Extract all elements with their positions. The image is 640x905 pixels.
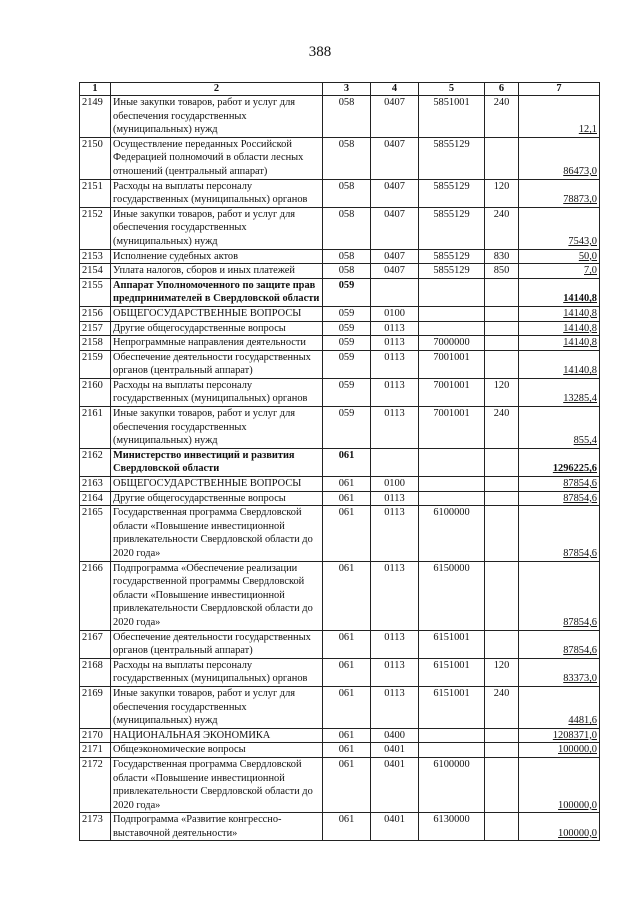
description-cell: Уплата налогов, сборов и иных платежей	[111, 264, 323, 279]
table-row	[80, 757, 600, 812]
administrator-code-cell: 059	[323, 278, 371, 306]
table-row	[80, 491, 600, 506]
row-number-cell: 2172	[80, 757, 111, 812]
expense-type-cell	[485, 491, 519, 506]
expense-type-cell: 240	[485, 207, 519, 249]
amount-cell: 50,0	[519, 249, 600, 264]
expense-type-cell	[485, 813, 519, 841]
administrator-code-cell: 059	[323, 306, 371, 321]
row-number-cell: 2168	[80, 658, 111, 686]
description-cell: Непрограммные направления деятельности	[111, 336, 323, 351]
amount-cell: 83373,0	[519, 658, 600, 686]
expense-type-cell	[485, 477, 519, 492]
table-row	[80, 264, 600, 279]
amount-cell: 87854,6	[519, 491, 600, 506]
row-number-cell: 2167	[80, 630, 111, 658]
column-header-section-code: 4	[371, 83, 419, 96]
expense-type-cell	[485, 306, 519, 321]
administrator-code-cell: 058	[323, 249, 371, 264]
target-code-cell	[419, 477, 485, 492]
section-code-cell: 0100	[371, 477, 419, 492]
description-cell: Иные закупки товаров, работ и услуг для обеспечения государственных (муниципальных) нужд	[111, 207, 323, 249]
table-row	[80, 506, 600, 561]
expense-type-cell	[485, 321, 519, 336]
target-code-cell	[419, 491, 485, 506]
table-row	[80, 813, 600, 841]
description-cell: Иные закупки товаров, работ и услуг для обеспечения государственных (муниципальных) нужд	[111, 686, 323, 728]
row-number-cell: 2152	[80, 207, 111, 249]
section-code-cell	[371, 448, 419, 476]
administrator-code-cell: 061	[323, 757, 371, 812]
target-code-cell: 5855129	[419, 137, 485, 179]
expense-type-cell: 120	[485, 378, 519, 406]
target-code-cell: 7001001	[419, 350, 485, 378]
description-cell: Государственная программа Свердловской области «Повышение инвестиционной привлекательности Свердловской области до 2020 года»	[111, 506, 323, 561]
expense-type-cell	[485, 561, 519, 630]
row-number-cell: 2149	[80, 96, 111, 138]
description-cell: Иные закупки товаров, работ и услуг для обеспечения государственных (муниципальных) нужд	[111, 407, 323, 449]
administrator-code-cell: 061	[323, 477, 371, 492]
target-code-cell	[419, 448, 485, 476]
description-cell: Расходы на выплаты персоналу государственных (муниципальных) органов	[111, 179, 323, 207]
administrator-code-cell: 058	[323, 96, 371, 138]
amount-cell: 13285,4	[519, 378, 600, 406]
row-number-cell: 2162	[80, 448, 111, 476]
expense-type-cell	[485, 278, 519, 306]
section-code-cell: 0113	[371, 321, 419, 336]
expense-type-cell: 830	[485, 249, 519, 264]
column-header-target-code: 5	[419, 83, 485, 96]
section-code-cell: 0400	[371, 728, 419, 743]
table-row	[80, 561, 600, 630]
table-row	[80, 658, 600, 686]
amount-cell: 14140,8	[519, 306, 600, 321]
target-code-cell: 6100000	[419, 506, 485, 561]
row-number-cell: 2164	[80, 491, 111, 506]
expense-type-cell	[485, 137, 519, 179]
column-header-administrator-code: 3	[323, 83, 371, 96]
section-code-cell	[371, 278, 419, 306]
target-code-cell: 6151001	[419, 658, 485, 686]
section-code-cell: 0401	[371, 743, 419, 758]
administrator-code-cell: 061	[323, 561, 371, 630]
table-row	[80, 306, 600, 321]
column-header-description: 2	[111, 83, 323, 96]
amount-cell: 14140,8	[519, 278, 600, 306]
target-code-cell: 5855129	[419, 249, 485, 264]
target-code-cell: 5855129	[419, 179, 485, 207]
amount-cell: 14140,8	[519, 321, 600, 336]
section-code-cell: 0401	[371, 757, 419, 812]
administrator-code-cell: 058	[323, 264, 371, 279]
table-body	[80, 96, 600, 841]
administrator-code-cell: 061	[323, 728, 371, 743]
row-number-cell: 2155	[80, 278, 111, 306]
administrator-code-cell: 059	[323, 378, 371, 406]
section-code-cell: 0113	[371, 407, 419, 449]
target-code-cell: 7000000	[419, 336, 485, 351]
table-row	[80, 378, 600, 406]
description-cell: НАЦИОНАЛЬНАЯ ЭКОНОМИКА	[111, 728, 323, 743]
section-code-cell: 0113	[371, 336, 419, 351]
amount-cell: 87854,6	[519, 506, 600, 561]
administrator-code-cell: 061	[323, 630, 371, 658]
table-row	[80, 686, 600, 728]
row-number-cell: 2160	[80, 378, 111, 406]
row-number-cell: 2171	[80, 743, 111, 758]
section-code-cell: 0407	[371, 96, 419, 138]
section-code-cell: 0407	[371, 207, 419, 249]
administrator-code-cell: 058	[323, 179, 371, 207]
description-cell: Общеэкономические вопросы	[111, 743, 323, 758]
table-row	[80, 249, 600, 264]
section-code-cell: 0113	[371, 686, 419, 728]
table-row	[80, 207, 600, 249]
row-number-cell: 2153	[80, 249, 111, 264]
description-cell: Иные закупки товаров, работ и услуг для обеспечения государственных (муниципальных) нужд	[111, 96, 323, 138]
administrator-code-cell: 061	[323, 813, 371, 841]
administrator-code-cell: 059	[323, 321, 371, 336]
row-number-cell: 2156	[80, 306, 111, 321]
row-number-cell: 2166	[80, 561, 111, 630]
target-code-cell	[419, 728, 485, 743]
expense-type-cell: 240	[485, 686, 519, 728]
row-number-cell: 2170	[80, 728, 111, 743]
description-cell: Осуществление переданных Российской Федерацией полномочий в области лесных отношений (центральный аппарат)	[111, 137, 323, 179]
amount-cell: 100000,0	[519, 743, 600, 758]
amount-cell: 7543,0	[519, 207, 600, 249]
amount-cell: 7,0	[519, 264, 600, 279]
target-code-cell: 6150000	[419, 561, 485, 630]
row-number-cell: 2150	[80, 137, 111, 179]
administrator-code-cell: 061	[323, 506, 371, 561]
expense-type-cell	[485, 757, 519, 812]
table-row	[80, 630, 600, 658]
administrator-code-cell: 061	[323, 686, 371, 728]
section-code-cell: 0113	[371, 378, 419, 406]
target-code-cell: 7001001	[419, 378, 485, 406]
amount-cell: 87854,6	[519, 630, 600, 658]
row-number-cell: 2157	[80, 321, 111, 336]
section-code-cell: 0401	[371, 813, 419, 841]
administrator-code-cell: 061	[323, 491, 371, 506]
expense-type-cell	[485, 630, 519, 658]
expense-type-cell: 850	[485, 264, 519, 279]
administrator-code-cell: 058	[323, 207, 371, 249]
table-row	[80, 743, 600, 758]
description-cell: ОБЩЕГОСУДАРСТВЕННЫЕ ВОПРОСЫ	[111, 306, 323, 321]
column-header-expense-type: 6	[485, 83, 519, 96]
target-code-cell: 6130000	[419, 813, 485, 841]
administrator-code-cell: 061	[323, 448, 371, 476]
description-cell: Подпрограмма «Обеспечение реализации государственной программы Свердловской области «Повышение инвестиционной привлекательности Свердловской области до 2020 года»	[111, 561, 323, 630]
description-cell: ОБЩЕГОСУДАРСТВЕННЫЕ ВОПРОСЫ	[111, 477, 323, 492]
amount-cell: 1296225,6	[519, 448, 600, 476]
description-cell: Обеспечение деятельности государственных органов (центральный аппарат)	[111, 350, 323, 378]
administrator-code-cell: 061	[323, 743, 371, 758]
budget-table	[79, 82, 600, 841]
column-header-amount: 7	[519, 83, 600, 96]
table-row	[80, 336, 600, 351]
row-number-cell: 2154	[80, 264, 111, 279]
administrator-code-cell: 059	[323, 350, 371, 378]
table-row	[80, 407, 600, 449]
section-code-cell: 0113	[371, 506, 419, 561]
target-code-cell	[419, 278, 485, 306]
amount-cell: 4481,6	[519, 686, 600, 728]
table-row	[80, 179, 600, 207]
amount-cell: 14140,8	[519, 336, 600, 351]
expense-type-cell	[485, 743, 519, 758]
expense-type-cell	[485, 350, 519, 378]
description-cell: Другие общегосударственные вопросы	[111, 491, 323, 506]
section-code-cell: 0407	[371, 179, 419, 207]
expense-type-cell: 240	[485, 96, 519, 138]
administrator-code-cell: 061	[323, 658, 371, 686]
target-code-cell	[419, 743, 485, 758]
amount-cell: 1208371,0	[519, 728, 600, 743]
amount-cell: 86473,0	[519, 137, 600, 179]
target-code-cell: 6151001	[419, 630, 485, 658]
amount-cell: 100000,0	[519, 757, 600, 812]
amount-cell: 12,1	[519, 96, 600, 138]
administrator-code-cell: 059	[323, 407, 371, 449]
target-code-cell: 5851001	[419, 96, 485, 138]
administrator-code-cell: 059	[323, 336, 371, 351]
row-number-cell: 2163	[80, 477, 111, 492]
target-code-cell	[419, 306, 485, 321]
target-code-cell: 7001001	[419, 407, 485, 449]
expense-type-cell: 240	[485, 407, 519, 449]
section-code-cell: 0407	[371, 264, 419, 279]
section-code-cell: 0113	[371, 658, 419, 686]
row-number-cell: 2173	[80, 813, 111, 841]
expense-type-cell: 120	[485, 179, 519, 207]
section-code-cell: 0113	[371, 561, 419, 630]
amount-cell: 855,4	[519, 407, 600, 449]
section-code-cell: 0407	[371, 137, 419, 179]
section-code-cell: 0100	[371, 306, 419, 321]
description-cell: Аппарат Уполномоченного по защите прав предпринимателей в Свердловской области	[111, 278, 323, 306]
description-cell: Обеспечение деятельности государственных органов (центральный аппарат)	[111, 630, 323, 658]
description-cell: Исполнение судебных актов	[111, 249, 323, 264]
table-row	[80, 728, 600, 743]
section-code-cell: 0113	[371, 630, 419, 658]
target-code-cell: 6151001	[419, 686, 485, 728]
section-code-cell: 0407	[371, 249, 419, 264]
description-cell: Другие общегосударственные вопросы	[111, 321, 323, 336]
table-row	[80, 477, 600, 492]
expense-type-cell	[485, 728, 519, 743]
description-cell: Расходы на выплаты персоналу государственных (муниципальных) органов	[111, 378, 323, 406]
target-code-cell: 5855129	[419, 207, 485, 249]
amount-cell: 100000,0	[519, 813, 600, 841]
column-header-row-number: 1	[80, 83, 111, 96]
row-number-cell: 2151	[80, 179, 111, 207]
amount-cell: 78873,0	[519, 179, 600, 207]
target-code-cell	[419, 321, 485, 336]
row-number-cell: 2159	[80, 350, 111, 378]
target-code-cell: 5855129	[419, 264, 485, 279]
table-header-row	[80, 83, 600, 96]
row-number-cell: 2165	[80, 506, 111, 561]
table-row	[80, 137, 600, 179]
page-number: 388	[308, 44, 332, 60]
expense-type-cell	[485, 506, 519, 561]
description-cell: Министерство инвестиций и развития Свердловской области	[111, 448, 323, 476]
expense-type-cell: 120	[485, 658, 519, 686]
expense-type-cell	[485, 448, 519, 476]
row-number-cell: 2161	[80, 407, 111, 449]
amount-cell: 87854,6	[519, 477, 600, 492]
description-cell: Государственная программа Свердловской области «Повышение инвестиционной привлекательности Свердловской области до 2020 года»	[111, 757, 323, 812]
table-row	[80, 321, 600, 336]
administrator-code-cell: 058	[323, 137, 371, 179]
amount-cell: 14140,8	[519, 350, 600, 378]
description-cell: Подпрограмма «Развитие конгрессно-выставочной деятельности»	[111, 813, 323, 841]
table-row	[80, 350, 600, 378]
section-code-cell: 0113	[371, 350, 419, 378]
section-code-cell: 0113	[371, 491, 419, 506]
amount-cell: 87854,6	[519, 561, 600, 630]
table-row	[80, 278, 600, 306]
description-cell: Расходы на выплаты персоналу государственных (муниципальных) органов	[111, 658, 323, 686]
expense-type-cell	[485, 336, 519, 351]
row-number-cell: 2169	[80, 686, 111, 728]
table-row	[80, 448, 600, 476]
table-row	[80, 96, 600, 138]
row-number-cell: 2158	[80, 336, 111, 351]
target-code-cell: 6100000	[419, 757, 485, 812]
